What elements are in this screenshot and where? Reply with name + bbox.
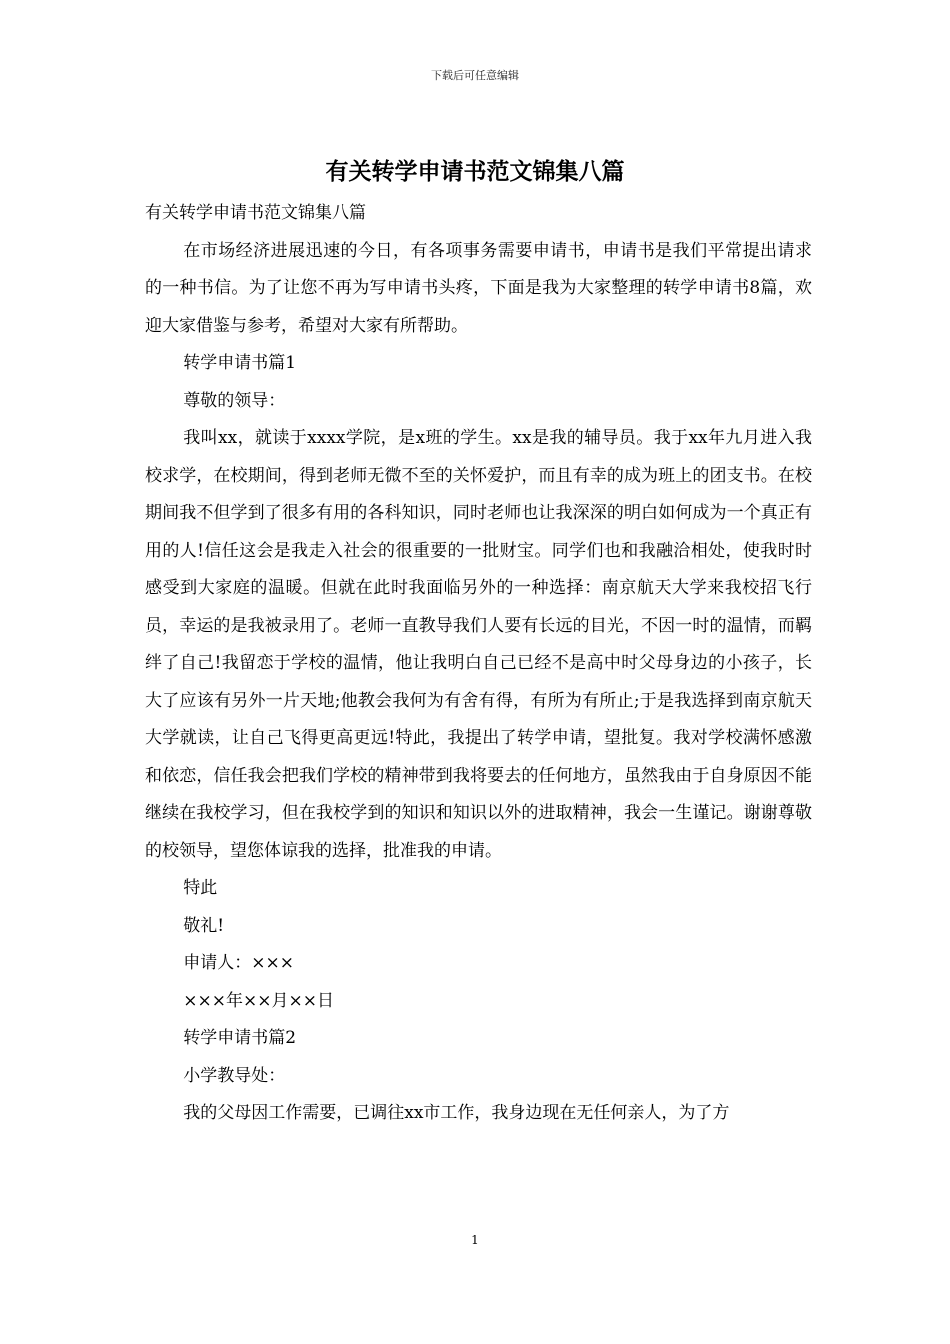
body-paragraph: ×××年××月××日 [183,990,334,1011]
header-note: 下载后可任意编辑 [431,69,519,82]
body-paragraph: 敬礼! [183,915,225,936]
page-number: 1 [471,1233,479,1247]
body-paragraph: 特此 [183,878,218,898]
body-paragraph: 小学教导处： [183,1065,286,1086]
body-paragraph: 我叫xx，就读于xxxx学院，是x班的学生。xx是我的辅导员。我于xx年九月进入我校求学，在校期间，得到老师无微不至的关怀爱护，而且有幸的成为班上的团支书。在校期间我不但学到了很多有用的各科知识，同时老师也让我深深的明白如何成为一个真正有用的人!信任这会是我走入社会的很重要的一批财宝。同学们也和我融洽相处，使我时时感受到大家庭的温暖。但就在此时我面临另外的一种选择：南京航天大学来我校招飞行员，幸运的是我被录用了。老师一直教导我们人要有长远的目光，不因一时的温情，而羁绊了自己!我留恋于学校的温情，他让我明白自己已经不是高中时父母身边的小孩子，长大了应该有另外一片天地;他教会我何为有舍有得，有所为有所止;于是我选择到南京航天大学就读，让自己飞得更高更远!特此，我提出了转学申请，望批复。我对学校满怀感激和依恋，信任我会把我们学校的精神带到我将要去的任何地方，虽然我由于自身原因不能继续在我校学习，但在我校学到的知识和知识以外的进取精神，我会一生谨记。谢谢尊敬的校领导，望您体谅我的选择，批准我的申请。 [145,428,812,861]
document-title: 有关转学申请书范文锦集八篇 [325,158,625,185]
body-paragraph: 申请人：××× [183,953,294,973]
body-paragraph: 在市场经济进展迅速的今日，有各项事务需要申请书，申请书是我们平常提出请求的一种书信。为了让您不再为写申请书头疼，下面是我为大家整理的转学申请书8篇，欢迎大家借鉴与参考，希望对大家有所帮助。 [145,240,812,336]
body-paragraph: 转学申请书篇1 [183,353,297,373]
document-body [145,195,812,1133]
body-paragraph: 我的父母因工作需要，已调往xx市工作，我身边现在无任何亲人，为了方 [183,1103,730,1123]
body-paragraph: 尊敬的领导： [183,390,286,411]
body-paragraph: 转学申请书篇2 [183,1028,297,1048]
body-paragraph: 有关转学申请书范文锦集八篇 [145,203,366,223]
